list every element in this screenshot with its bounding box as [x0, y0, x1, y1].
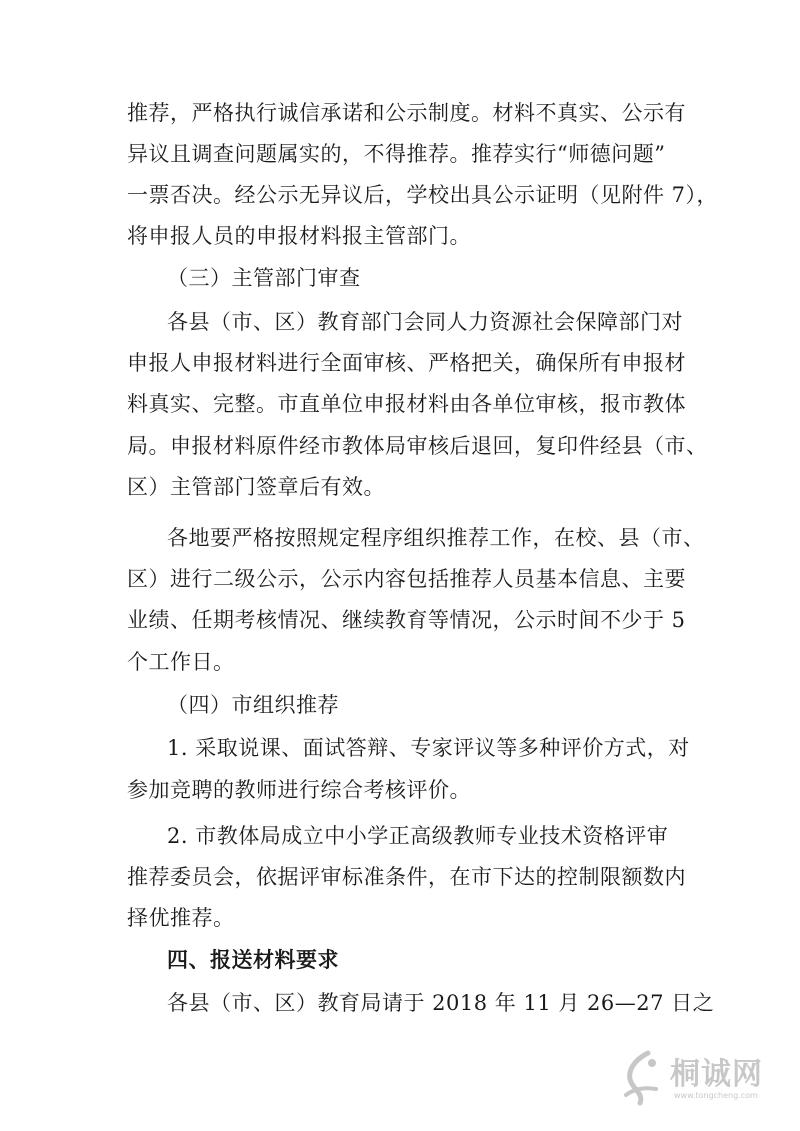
paragraph-line: 个工作日。 [127, 650, 235, 674]
paragraph-line: 业绩、任期考核情况、继续教育等情况，公示时间不少于 5 [127, 608, 686, 632]
paragraph-line: 推荐，严格执行诚信承诺和公示制度。材料不真实、公示有 [127, 101, 686, 125]
paragraph-line: 参加竞聘的教师进行综合考核评价。 [127, 778, 471, 802]
watermark-url: www.tongcheng.com [674, 1091, 758, 1100]
watermark-logo-icon [618, 1049, 668, 1107]
paragraph-line: 异议且调查问题属实的，不得推荐。推荐实行“师德问题” [127, 142, 666, 166]
paragraph-line: 区）进行二级公示，公示内容包括推荐人员基本信息、主要 [127, 567, 686, 591]
list-item-1: 1. 采取说课、面试答辩、专家评议等多种评价方式，对 [167, 736, 690, 760]
watermark-brand: 桐诚网 [670, 1057, 763, 1092]
watermark [618, 1047, 778, 1117]
paragraph-line: 各县（市、区）教育部门会同人力资源社会保障部门对 [167, 310, 683, 334]
paragraph-line: 一票否决。经公示无异议后，学校出具公示证明（见附件 7）， [127, 183, 719, 207]
list-item-2: 2. 市教体局成立中小学正高级教师专业技术资格评审 [167, 824, 669, 848]
paragraph-line: 区）主管部门签章后有效。 [127, 475, 385, 499]
paragraph-line: 局。申报材料原件经市教体局审核后退回，复印件经县（市、 [127, 434, 708, 458]
paragraph-line: 各地要严格按照规定程序组织推荐工作，在校、县（市、 [167, 526, 705, 550]
section-heading-four: 四、报送材料要求 [167, 948, 339, 972]
paragraph-line: 料真实、完整。市直单位申报材料由各单位审核，报市教体 [127, 392, 686, 416]
section-heading-4: （四）市组织推荐 [167, 693, 339, 717]
paragraph-line: 推荐委员会，依据评审标准条件，在市下达的控制限额数内 [127, 865, 686, 889]
section-heading-3: （三）主管部门审查 [167, 266, 361, 290]
paragraph-line: 将申报人员的申报材料报主管部门。 [127, 224, 471, 248]
paragraph-line: 申报人申报材料进行全面审核、严格把关，确保所有申报材 [127, 351, 686, 375]
paragraph-line: 择优推荐。 [127, 906, 235, 930]
paragraph-line: 各县（市、区）教育局请于 2018 年 11 月 26—27 日之 [167, 991, 715, 1015]
